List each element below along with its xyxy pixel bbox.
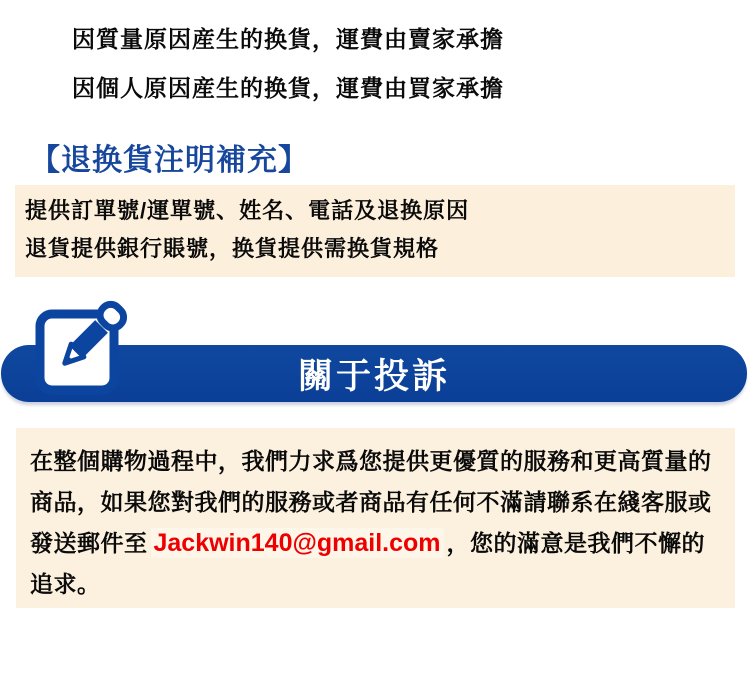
returns-supplement-title: 【退换貨注明補充】 <box>30 144 309 177</box>
returns-info-line: 提供訂單號/運單號、姓名、電話及退换原因 <box>25 198 470 223</box>
quality-exchange-note: 因質量原因産生的换貨，運費由賣家承擔 <box>72 26 504 52</box>
contact-email-link[interactable]: Jackwin140@gmail.com <box>151 528 444 558</box>
pencil-edit-icon <box>24 300 136 400</box>
returns-supplement-box <box>15 185 735 277</box>
complaint-paragraph <box>30 441 721 605</box>
complaint-body-box <box>16 428 735 608</box>
complaint-text-before: 在整個購物過程中，我們力求爲您提供更優質的服務和更高質量的商品，如果您對我們的服務或者商品有任何不滿請聯系在綫客服或發送郵件至 <box>30 448 712 556</box>
personal-exchange-note: 因個人原因産生的换貨，運費由買家承擔 <box>72 75 504 101</box>
complaint-banner-title: 關于投訴 <box>297 356 450 396</box>
complaint-text-after: ，您的滿意是我們不懈的追求。 <box>30 530 706 597</box>
returns-info-line: 退貨提供銀行賬號，换貨提供需换貨規格 <box>25 236 440 261</box>
